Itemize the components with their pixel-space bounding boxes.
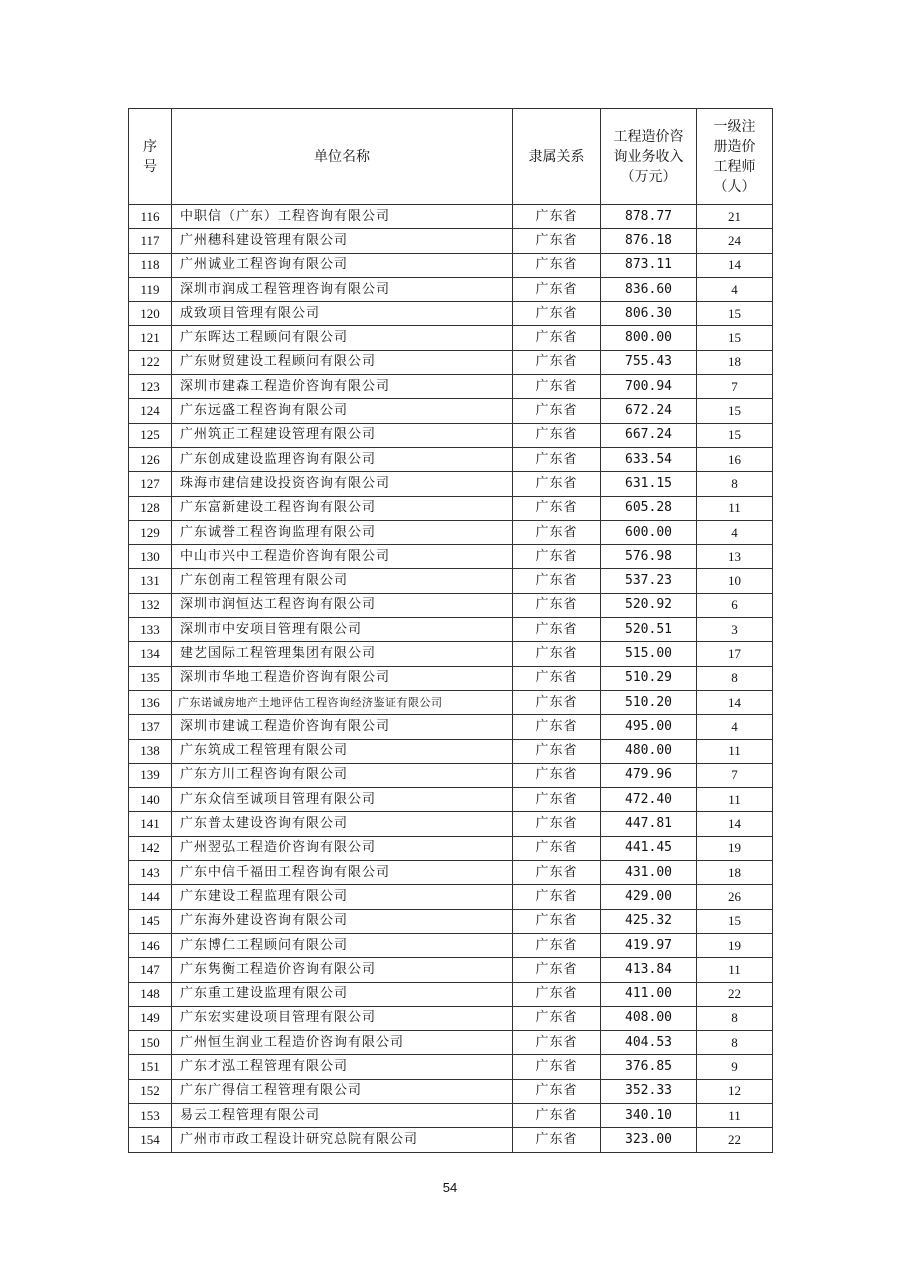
revenue: 340.10 [601,1103,697,1127]
company-name: 广东筑成工程管理有限公司 [172,739,513,763]
header-engineers: 一级注 册造价 工程师 （人） [697,109,773,205]
affiliation: 广东省 [513,350,601,374]
company-name: 深圳市建森工程造价咨询有限公司 [172,375,513,399]
table-row [129,812,773,836]
company-name: 成致项目管理有限公司 [172,302,513,326]
table-row [129,885,773,909]
engineer-count: 12 [697,1079,773,1103]
company-name: 中山市兴中工程造价咨询有限公司 [172,545,513,569]
affiliation: 广东省 [513,1031,601,1055]
engineer-count: 21 [697,205,773,229]
row-index: 122 [129,350,172,374]
engineer-count: 11 [697,496,773,520]
row-index: 118 [129,253,172,277]
affiliation: 广东省 [513,958,601,982]
engineer-count: 4 [697,520,773,544]
engineer-count: 19 [697,933,773,957]
company-name: 广东广得信工程管理有限公司 [172,1079,513,1103]
row-index: 123 [129,375,172,399]
row-index: 129 [129,520,172,544]
company-name: 广东创成建设监理咨询有限公司 [172,447,513,471]
revenue: 376.85 [601,1055,697,1079]
company-name: 广州穗科建设管理有限公司 [172,229,513,253]
company-name: 广东诚誉工程咨询监理有限公司 [172,520,513,544]
revenue: 576.98 [601,545,697,569]
engineer-count: 8 [697,1006,773,1030]
engineer-count: 11 [697,1103,773,1127]
revenue: 472.40 [601,788,697,812]
table-header-row [129,109,773,205]
engineer-count: 22 [697,982,773,1006]
company-name: 广东才泓工程管理有限公司 [172,1055,513,1079]
affiliation: 广东省 [513,861,601,885]
company-name: 广东方川工程咨询有限公司 [172,763,513,787]
revenue: 510.29 [601,666,697,690]
table-row [129,933,773,957]
row-index: 137 [129,715,172,739]
affiliation: 广东省 [513,302,601,326]
row-index: 146 [129,933,172,957]
table-row [129,1079,773,1103]
row-index: 126 [129,447,172,471]
company-table [128,108,773,1153]
table-row [129,1006,773,1030]
company-name: 广州市市政工程设计研究总院有限公司 [172,1128,513,1152]
revenue: 806.30 [601,302,697,326]
engineer-count: 18 [697,861,773,885]
row-index: 116 [129,205,172,229]
company-name: 广东富新建设工程咨询有限公司 [172,496,513,520]
table-row [129,836,773,860]
row-index: 133 [129,618,172,642]
table-row [129,302,773,326]
engineer-count: 7 [697,763,773,787]
company-name: 广州诚业工程咨询有限公司 [172,253,513,277]
table-row [129,520,773,544]
table-row [129,788,773,812]
engineer-count: 7 [697,375,773,399]
table-row [129,763,773,787]
row-index: 125 [129,423,172,447]
affiliation: 广东省 [513,472,601,496]
affiliation: 广东省 [513,642,601,666]
revenue: 480.00 [601,739,697,763]
table-row [129,958,773,982]
company-name: 广东财贸建设工程顾问有限公司 [172,350,513,374]
company-name: 广州翌弘工程造价咨询有限公司 [172,836,513,860]
revenue: 700.94 [601,375,697,399]
table-row [129,593,773,617]
company-name: 中职信（广东）工程咨询有限公司 [172,205,513,229]
table-row [129,496,773,520]
engineer-count: 14 [697,812,773,836]
company-name: 广东普太建设咨询有限公司 [172,812,513,836]
table-row [129,690,773,714]
engineer-count: 11 [697,788,773,812]
table-row [129,909,773,933]
company-name: 广东重工建设监理有限公司 [172,982,513,1006]
table-row [129,1055,773,1079]
revenue: 479.96 [601,763,697,787]
affiliation: 广东省 [513,618,601,642]
company-name: 广东晖达工程顾问有限公司 [172,326,513,350]
engineer-count: 15 [697,423,773,447]
affiliation: 广东省 [513,690,601,714]
revenue: 520.92 [601,593,697,617]
row-index: 144 [129,885,172,909]
engineer-count: 4 [697,277,773,301]
company-name: 广东远盛工程咨询有限公司 [172,399,513,423]
row-index: 145 [129,909,172,933]
engineer-count: 16 [697,447,773,471]
company-name: 广东中信千福田工程咨询有限公司 [172,861,513,885]
row-index: 119 [129,277,172,301]
revenue: 411.00 [601,982,697,1006]
affiliation: 广东省 [513,885,601,909]
affiliation: 广东省 [513,545,601,569]
engineer-count: 4 [697,715,773,739]
engineer-count: 3 [697,618,773,642]
revenue: 605.28 [601,496,697,520]
row-index: 153 [129,1103,172,1127]
engineer-count: 15 [697,326,773,350]
revenue: 510.20 [601,690,697,714]
row-index: 151 [129,1055,172,1079]
row-index: 154 [129,1128,172,1152]
row-index: 120 [129,302,172,326]
affiliation: 广东省 [513,933,601,957]
company-name: 广东博仁工程顾问有限公司 [172,933,513,957]
table-row [129,375,773,399]
revenue: 876.18 [601,229,697,253]
engineer-count: 10 [697,569,773,593]
header-affiliation: 隶属关系 [513,109,601,205]
engineer-count: 22 [697,1128,773,1152]
affiliation: 广东省 [513,520,601,544]
company-name: 珠海市建信建设投资咨询有限公司 [172,472,513,496]
table-body [129,205,773,1153]
engineer-count: 8 [697,472,773,496]
affiliation: 广东省 [513,763,601,787]
company-name: 广东隽衡工程造价咨询有限公司 [172,958,513,982]
affiliation: 广东省 [513,253,601,277]
table-row [129,253,773,277]
engineer-count: 24 [697,229,773,253]
revenue: 429.00 [601,885,697,909]
table-row [129,642,773,666]
engineer-count: 8 [697,1031,773,1055]
company-name: 广州筑正工程建设管理有限公司 [172,423,513,447]
row-index: 139 [129,763,172,787]
engineer-count: 15 [697,399,773,423]
revenue: 323.00 [601,1128,697,1152]
affiliation: 广东省 [513,569,601,593]
revenue: 672.24 [601,399,697,423]
engineer-count: 9 [697,1055,773,1079]
engineer-count: 6 [697,593,773,617]
table-row [129,666,773,690]
revenue: 631.15 [601,472,697,496]
revenue: 495.00 [601,715,697,739]
table-row [129,569,773,593]
row-index: 149 [129,1006,172,1030]
revenue: 537.23 [601,569,697,593]
row-index: 124 [129,399,172,423]
row-index: 138 [129,739,172,763]
row-index: 121 [129,326,172,350]
page-number: 54 [442,1180,458,1195]
table-row [129,861,773,885]
table-row [129,205,773,229]
affiliation: 广东省 [513,229,601,253]
engineer-count: 11 [697,739,773,763]
affiliation: 广东省 [513,399,601,423]
revenue: 633.54 [601,447,697,471]
affiliation: 广东省 [513,909,601,933]
revenue: 413.84 [601,958,697,982]
engineer-count: 13 [697,545,773,569]
affiliation: 广东省 [513,1006,601,1030]
revenue: 520.51 [601,618,697,642]
table-row [129,739,773,763]
table-row [129,229,773,253]
revenue: 441.45 [601,836,697,860]
company-name: 建艺国际工程管理集团有限公司 [172,642,513,666]
revenue: 431.00 [601,861,697,885]
table-row [129,399,773,423]
company-name: 广东众信至诚项目管理有限公司 [172,788,513,812]
engineer-count: 14 [697,690,773,714]
engineer-count: 11 [697,958,773,982]
table-row [129,350,773,374]
affiliation: 广东省 [513,205,601,229]
table-row [129,447,773,471]
affiliation: 广东省 [513,447,601,471]
row-index: 140 [129,788,172,812]
affiliation: 广东省 [513,326,601,350]
revenue: 425.32 [601,909,697,933]
company-name: 广东建设工程监理有限公司 [172,885,513,909]
affiliation: 广东省 [513,836,601,860]
affiliation: 广东省 [513,982,601,1006]
header-revenue: 工程造价咨 询业务收入 （万元） [601,109,697,205]
company-name: 深圳市润恒达工程咨询有限公司 [172,593,513,617]
table-row [129,545,773,569]
company-name: 广东诺诚房地产土地评估工程咨询经济鉴证有限公司 [172,690,513,714]
revenue: 878.77 [601,205,697,229]
affiliation: 广东省 [513,1079,601,1103]
engineer-count: 15 [697,302,773,326]
affiliation: 广东省 [513,496,601,520]
row-index: 117 [129,229,172,253]
company-name: 广东宏实建设项目管理有限公司 [172,1006,513,1030]
table-row [129,326,773,350]
engineer-count: 17 [697,642,773,666]
engineer-count: 18 [697,350,773,374]
table-row [129,1128,773,1152]
company-name: 深圳市润成工程管理咨询有限公司 [172,277,513,301]
revenue: 667.24 [601,423,697,447]
engineer-count: 14 [697,253,773,277]
row-index: 143 [129,861,172,885]
revenue: 836.60 [601,277,697,301]
affiliation: 广东省 [513,1128,601,1152]
revenue: 600.00 [601,520,697,544]
row-index: 128 [129,496,172,520]
row-index: 142 [129,836,172,860]
table-row [129,982,773,1006]
table-row [129,715,773,739]
affiliation: 广东省 [513,1055,601,1079]
engineer-count: 19 [697,836,773,860]
row-index: 141 [129,812,172,836]
engineer-count: 15 [697,909,773,933]
row-index: 132 [129,593,172,617]
affiliation: 广东省 [513,739,601,763]
company-name: 广州恒生润业工程造价咨询有限公司 [172,1031,513,1055]
table-row [129,423,773,447]
revenue: 419.97 [601,933,697,957]
row-index: 135 [129,666,172,690]
revenue: 447.81 [601,812,697,836]
table-row [129,277,773,301]
row-index: 131 [129,569,172,593]
revenue: 755.43 [601,350,697,374]
table-row [129,618,773,642]
company-name: 广东海外建设咨询有限公司 [172,909,513,933]
company-name: 广东创南工程管理有限公司 [172,569,513,593]
row-index: 130 [129,545,172,569]
row-index: 152 [129,1079,172,1103]
engineer-count: 8 [697,666,773,690]
affiliation: 广东省 [513,593,601,617]
revenue: 408.00 [601,1006,697,1030]
affiliation: 广东省 [513,666,601,690]
affiliation: 广东省 [513,788,601,812]
company-name: 深圳市中安项目管理有限公司 [172,618,513,642]
header-company-name: 单位名称 [172,109,513,205]
company-name: 易云工程管理有限公司 [172,1103,513,1127]
company-name: 深圳市建诚工程造价咨询有限公司 [172,715,513,739]
row-index: 134 [129,642,172,666]
row-index: 136 [129,690,172,714]
revenue: 515.00 [601,642,697,666]
table-row [129,1031,773,1055]
header-index: 序 号 [129,109,172,205]
revenue: 352.33 [601,1079,697,1103]
affiliation: 广东省 [513,1103,601,1127]
table-row [129,1103,773,1127]
engineer-count: 26 [697,885,773,909]
affiliation: 广东省 [513,812,601,836]
affiliation: 广东省 [513,715,601,739]
affiliation: 广东省 [513,423,601,447]
revenue: 800.00 [601,326,697,350]
revenue: 873.11 [601,253,697,277]
company-name: 深圳市华地工程造价咨询有限公司 [172,666,513,690]
row-index: 150 [129,1031,172,1055]
table-row [129,472,773,496]
affiliation: 广东省 [513,277,601,301]
row-index: 127 [129,472,172,496]
affiliation: 广东省 [513,375,601,399]
row-index: 148 [129,982,172,1006]
row-index: 147 [129,958,172,982]
revenue: 404.53 [601,1031,697,1055]
